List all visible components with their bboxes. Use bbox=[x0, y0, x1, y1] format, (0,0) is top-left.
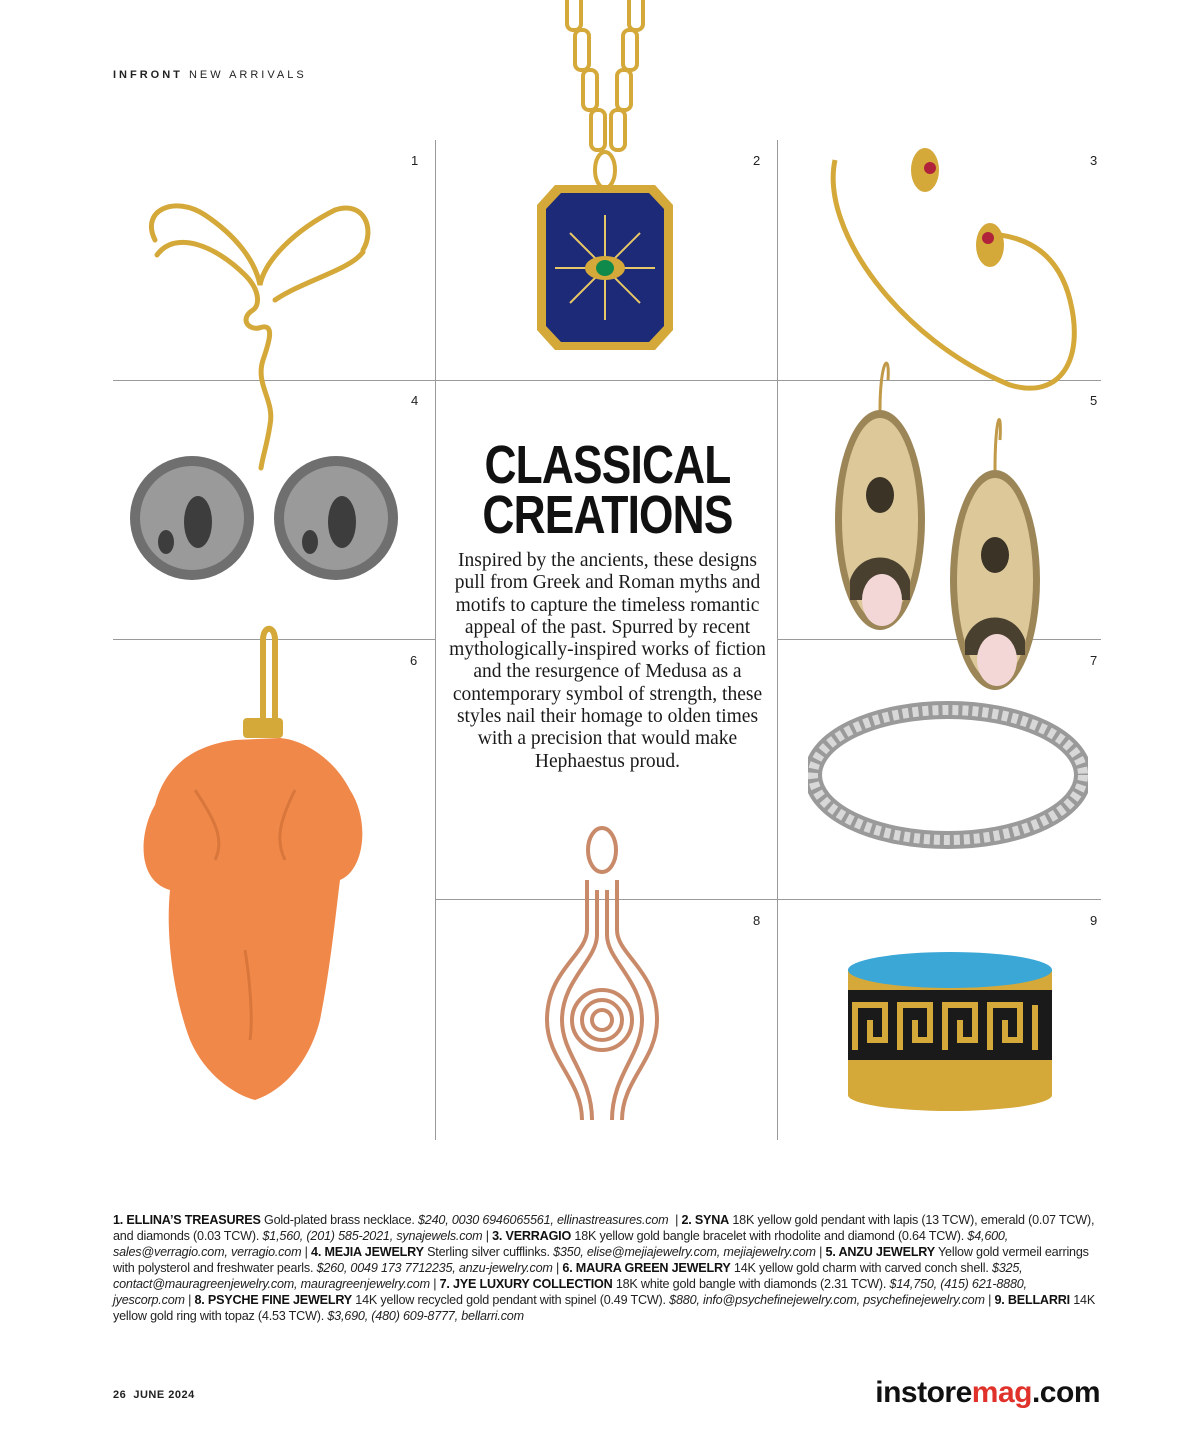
credit-desc: 14K yellow gold charm with carved conch shell. bbox=[733, 1261, 989, 1275]
pendant-image bbox=[525, 0, 685, 360]
credit-contact: $3,690, (480) 609-8777, bellarri.com bbox=[327, 1309, 524, 1323]
necklace-image bbox=[135, 190, 385, 480]
feature-headline bbox=[470, 435, 745, 545]
credit-brand: 1. ELLINA’S TREASURES bbox=[113, 1213, 261, 1227]
credit-contact: $1,560, (201) 585-2021, synajewels.com bbox=[262, 1229, 483, 1243]
greek-key-ring-image bbox=[840, 945, 1060, 1115]
item-number-2: 2 bbox=[753, 153, 761, 168]
feature-intro: Inspired by the ancients, these designs pull from Greek and Roman myths and motifs to capture the timeless romantic appeal of the past. Spurred by recent mythologically-inspired works of fiction and the resurgence of Medusa as a contemporary symbol of strength, these styles nail their homage to olden times with a precision that would make Hephaestus proud. bbox=[449, 550, 766, 772]
item-number-6: 6 bbox=[410, 653, 418, 668]
credit-desc: 14K yellow recycled gold pendant with spinel (0.49 TCW). bbox=[355, 1293, 666, 1307]
credit-brand: 2. SYNA bbox=[681, 1213, 730, 1227]
credit-brand: 4. MEJIA JEWELRY bbox=[311, 1245, 424, 1259]
item-number-7: 7 bbox=[1090, 653, 1098, 668]
credit-desc: Sterling silver cufflinks. bbox=[427, 1245, 550, 1259]
headline-line-1: CLASSICAL bbox=[484, 435, 731, 495]
item-number-5: 5 bbox=[1090, 393, 1098, 408]
credit-contact: $14,750, (415) 621-8880, jyescorp.com bbox=[113, 1277, 1027, 1307]
grid-line bbox=[435, 140, 436, 1140]
page-footer bbox=[113, 1389, 195, 1401]
credit-brand: 7. JYE LUXURY COLLECTION bbox=[439, 1277, 613, 1291]
credit-brand: 3. VERRAGIO bbox=[492, 1229, 572, 1243]
logo-part-3: .com bbox=[1031, 1376, 1100, 1409]
grid-line bbox=[435, 899, 1101, 900]
rose-gold-pendant-image bbox=[537, 820, 667, 1150]
credit-contact: $350, elise@mejiajewelry.com, mejiajewelry.com bbox=[553, 1245, 816, 1259]
logo-part-2: mag bbox=[971, 1376, 1032, 1409]
logo-part-1: instore bbox=[875, 1376, 972, 1409]
page-number: 26 bbox=[113, 1389, 127, 1401]
cufflinks-image bbox=[128, 452, 398, 587]
credit-contact: $880, info@psychefinejewelry.com, psychefinejewelry.com bbox=[669, 1293, 985, 1307]
credit-contact: $4,600, sales@verragio.com, verragio.com bbox=[113, 1229, 1009, 1259]
headline-line-2: CREATIONS bbox=[482, 485, 733, 545]
torso-charm-image bbox=[135, 620, 375, 1120]
credit-brand: 9. BELLARRI bbox=[994, 1293, 1070, 1307]
section-name: INFRONT bbox=[113, 69, 183, 81]
earrings-image bbox=[830, 350, 1045, 695]
credit-brand: 6. MAURA GREEN JEWELRY bbox=[562, 1261, 731, 1275]
credit-desc: 18K white gold bangle with diamonds (2.31 TCW). bbox=[615, 1277, 887, 1291]
item-number-3: 3 bbox=[1090, 153, 1098, 168]
credit-desc: 14K yellow gold ring with topaz (4.53 TCW). bbox=[113, 1293, 1096, 1323]
credit-brand: 5. ANZU JEWELRY bbox=[825, 1245, 935, 1259]
product-credits: 1. ELLINA’S TREASURES Gold-plated brass necklace. $240, 0030 6946065561, ellinastreasures.com | 2. SYNA 18K yellow gold pendant with lapis (13 TCW), emerald (0.07 TCW), and diamonds (0.03 TCW). $1,560, (201) 585-2021, synajewels.com | 3. VERRAGIO 18K yellow gold bangle bracelet with rhodolite and diamond (0.64 TCW). $4,600, sales@verragio.com, verragio.com | 4. MEJIA JEWELRY Sterling silver cufflinks. $350, elise@mejiajewelry.com, mejiajewelry.com | 5. ANZU JEWELRY Yellow gold vermeil earrings with polysterol and freshwater pearls. $260, 0049 173 7712235, anzu-jewelry.com | 6. MAURA GREEN JEWELRY 14K yellow gold charm with carved conch shell. $325, contact@mauragreenjewelry.com, mauragreenjewelry.com | 7. JYE LUXURY COLLECTION 18K white gold bangle with diamonds (2.31 TCW). $14,750, (415) 621-8880, jyescorp.com | 8. PSYCHE FINE JEWELRY 14K yellow recycled gold pendant with spinel (0.49 TCW). $880, info@psychefinejewelry.com, psychefinejewelry.com | 9. BELLARRI 14K yellow gold ring with topaz (4.53 TCW). $3,690, (480) 609-8777, bellarri.com bbox=[113, 1213, 1096, 1323]
credit-contact: $260, 0049 173 7712235, anzu-jewelry.com bbox=[316, 1261, 553, 1275]
subsection-name: NEW ARRIVALS bbox=[188, 69, 307, 81]
credit-desc: 18K yellow gold pendant with lapis (13 TCW), emerald (0.07 TCW), and diamonds (0.03 TCW). bbox=[113, 1213, 1095, 1243]
item-number-9: 9 bbox=[1090, 913, 1098, 928]
item-number-8: 8 bbox=[753, 913, 761, 928]
credit-contact: $325, contact@mauragreenjewelry.com, mauragreenjewelry.com bbox=[113, 1261, 1023, 1291]
instoremag-logo[interactable] bbox=[875, 1376, 1100, 1410]
item-number-1: 1 bbox=[411, 153, 419, 168]
credit-contact: $240, 0030 6946065561, ellinastreasures.com bbox=[418, 1213, 669, 1227]
issue-date: JUNE 2024 bbox=[133, 1389, 195, 1401]
credit-desc: 18K yellow gold bangle bracelet with rhodolite and diamond (0.64 TCW). bbox=[574, 1229, 965, 1243]
section-header bbox=[113, 69, 307, 81]
white-gold-bangle-image bbox=[808, 700, 1088, 850]
credit-desc: Yellow gold vermeil earrings with polysterol and freshwater pearls. bbox=[113, 1245, 1089, 1275]
credit-brand: 8. PSYCHE FINE JEWELRY bbox=[194, 1293, 352, 1307]
credit-desc: Gold-plated brass necklace. bbox=[263, 1213, 415, 1227]
grid-line bbox=[777, 140, 778, 1140]
item-number-4: 4 bbox=[411, 393, 419, 408]
